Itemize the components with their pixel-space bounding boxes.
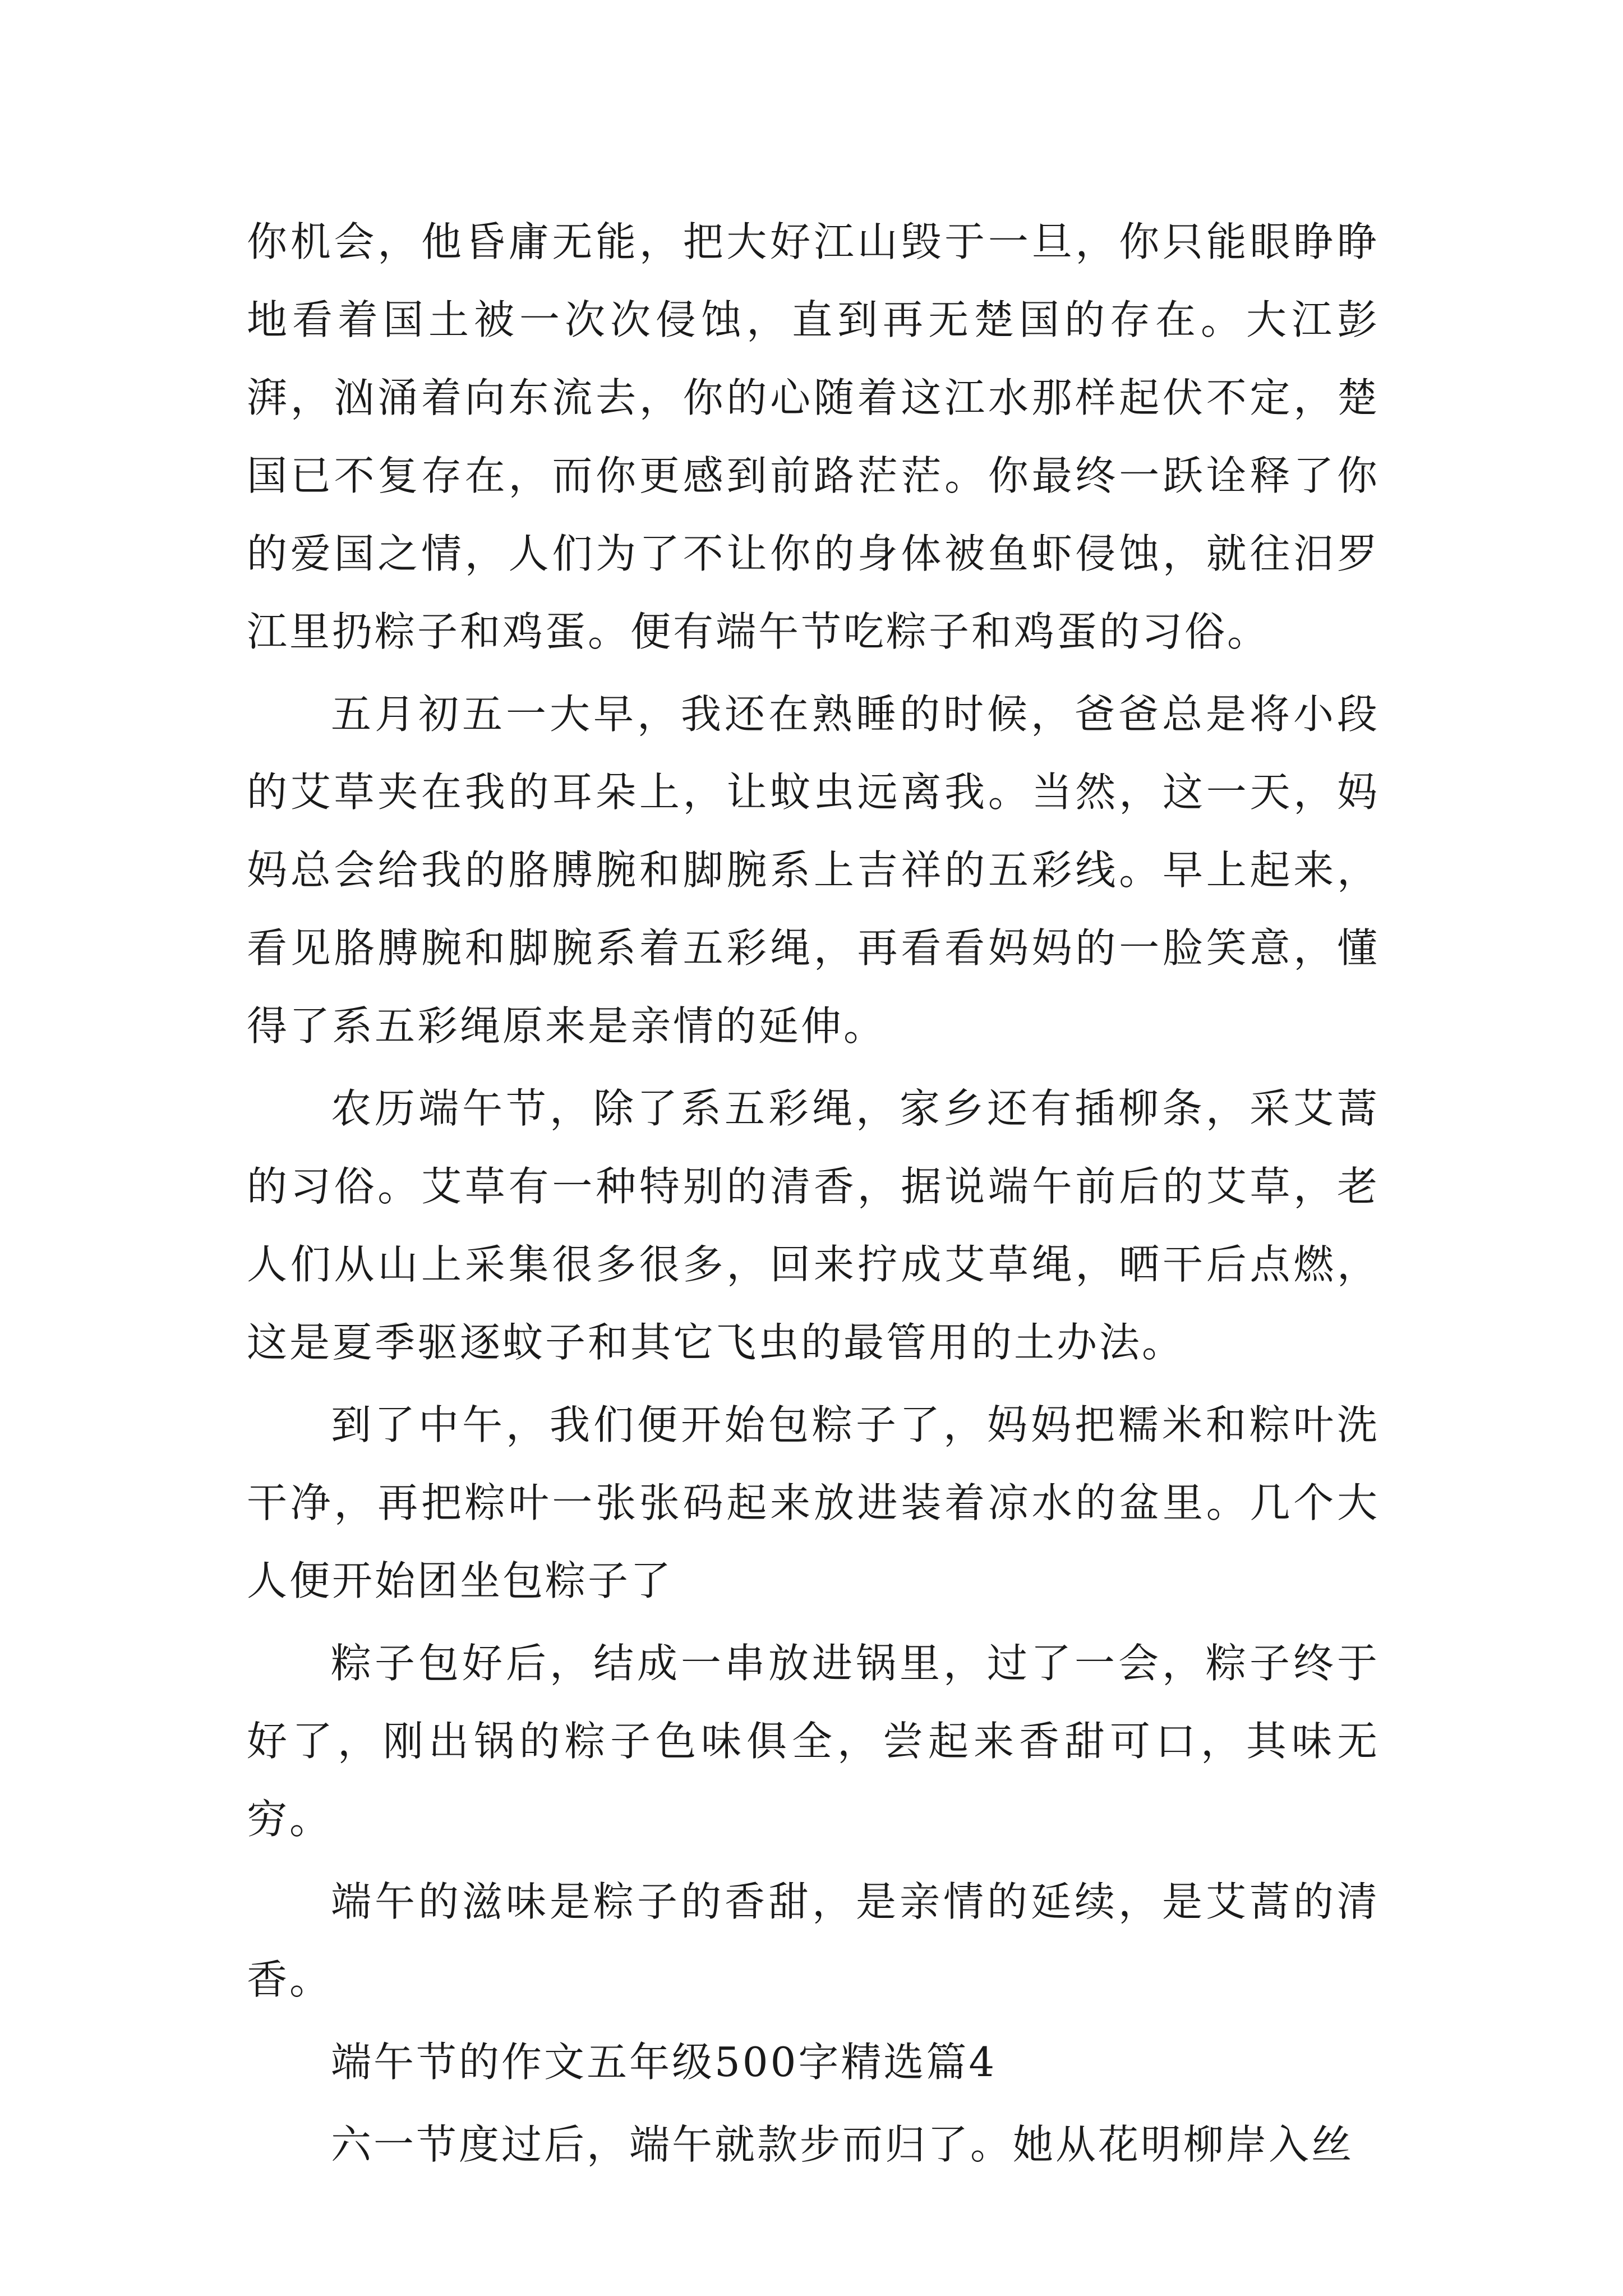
paragraph-4: 到了中午，我们便开始包粽子了，妈妈把糯米和粽叶洗干净，再把粽叶一张张码起来放进装着凉水的盆里。几个大人便开始团坐包粽子了 [247, 1401, 1380, 1604]
paragraph-5: 粽子包好后，结成一串放进锅里，过了一会，粽子终于好了，刚出锅的粽子色味俱全，尝起来香甜可口，其味无穷。 [247, 1640, 1380, 1843]
paragraph-2: 五月初五一大早，我还在熟睡的时候，爸爸总是将小段的艾草夹在我的耳朵上，让蚊虫远离我。当然，这一天，妈妈总会给我的胳膊腕和脚腕系上吉祥的五彩线。早上起来，看见胳膊腕和脚腕系着五彩绳，再看看妈妈的一脸笑意，懂得了系五彩绳原来是亲情的延伸。 [247, 691, 1380, 1050]
paragraph-6: 端午的滋味是粽子的香甜，是亲情的延续，是艾蒿的清香。 [247, 1878, 1380, 2003]
section-heading: 端午节的作文五年级500字精选篇4 [331, 2039, 997, 2086]
document-body [247, 203, 1380, 2188]
paragraph-1: 你机会，他昏庸无能，把大好江山毁于一旦，你只能眼睁睁地看着国土被一次次侵蚀，直到再无楚国的存在。大江彭湃，汹涌着向东流去，你的心随着这江水那样起伏不定，楚国已不复存在，而你更感到前路茫茫。你最终一跃诠释了你的爱国之情，人们为了不让你的身体被鱼虾侵蚀，就往汨罗江里扔粽子和鸡蛋。便有端午节吃粽子和鸡蛋的习俗。 [247, 218, 1380, 655]
paragraph-7: 六一节度过后，端午就款步而归了。她从花明柳岸入丝 [331, 2121, 1354, 2168]
paragraph-3: 农历端午节，除了系五彩绳，家乡还有插柳条，采艾蒿的习俗。艾草有一种特别的清香，据说端午前后的艾草，老人们从山上采集很多很多，回来拧成艾草绳，晒干后点燃，这是夏季驱逐蚊子和其它飞虫的最管用的土办法。 [247, 1085, 1380, 1366]
